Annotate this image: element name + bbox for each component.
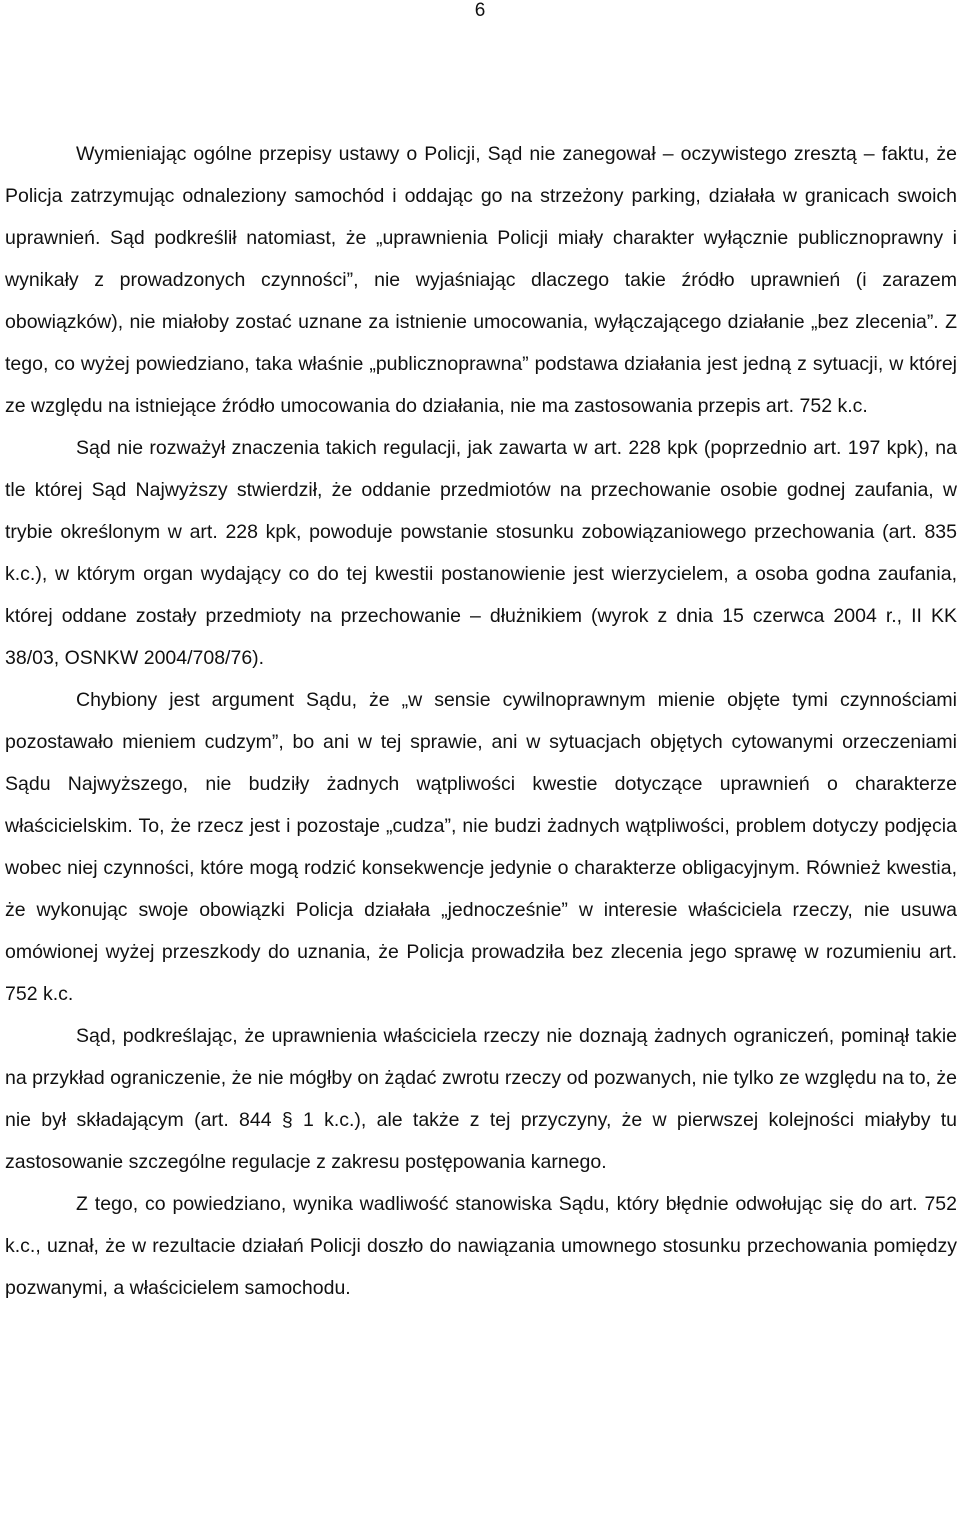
paragraph-3: Chybiony jest argument Sądu, że „w sensie cywilnoprawnym mienie objęte tymi czynnościami pozostawało mieniem cudzym”, bo ani w tej sprawie, ani w sytuacjach objętych cytowanymi orzeczeniami Sądu Najwyższego, nie budziły żadnych wątpliwości kwestie dotyczące uprawnień o charakterze właścicielskim. To, że rzecz jest i pozostaje „cudza”, nie budzi żadnych wątpliwości, problem dotyczy podjęcia wobec niej czynności, które mogą rodzić konsekwencje jedynie o charakterze obligacyjnym. Również kwestia, że wykonując swoje obowiązki Policja działała „jednocześnie” w interesie właściciela rzeczy, nie usuwa omówionej wyżej przeszkody do uznania, że Policja prowadziła bez zlecenia jego sprawę w rozumieniu art. 752 k.c. <box>5 689 957 1005</box>
paragraph-2: Sąd nie rozważył znaczenia takich regulacji, jak zawarta w art. 228 kpk (poprzednio art. 197 kpk), na tle której Sąd Najwyższy stwierdził, że oddanie przedmiotów na przechowanie osobie godnej zaufania, w trybie określonym w art. 228 kpk, powoduje powstanie stosunku zobowiązaniowego przechowania (art. 835 k.c.), w którym organ wydający co do tej kwestii postanowienie jest wierzycielem, a osoba godna zaufania, której oddane zostały przedmioty na przechowanie – dłużnikiem (wyrok z dnia 15 czerwca 2004 r., II KK 38/03, OSNKW 2004/708/76). <box>5 437 957 669</box>
paragraph-1: Wymieniając ogólne przepisy ustawy o Policji, Sąd nie zanegował – oczywistego zresztą – faktu, że Policja zatrzymując odnaleziony samochód i oddając go na strzeżony parking, działała w granicach swoich uprawnień. Sąd podkreślił natomiast, że „uprawnienia Policji miały charakter wyłącznie publicznoprawny i wynikały z prowadzonych czynności”, nie wyjaśniając dlaczego takie źródło uprawnień (i zarazem obowiązków), nie miałoby zostać uznane za istnienie umocowania, wyłączającego działanie „bez zlecenia”. Z tego, co wyżej powiedziano, taka właśnie „publicznoprawna” podstawa działania jest jedną z sytuacji, w której ze względu na istniejące źródło umocowania do działania, nie ma zastosowania przepis art. 752 k.c. <box>5 143 957 417</box>
document-body <box>5 133 957 1309</box>
page-number: 6 <box>474 0 486 21</box>
paragraph-5: Z tego, co powiedziano, wynika wadliwość stanowiska Sądu, który błędnie odwołując się do art. 752 k.c., uznał, że w rezultacie działań Policji doszło do nawiązania umownego stosunku przechowania pomiędzy pozwanymi, a właścicielem samochodu. <box>5 1193 957 1299</box>
paragraph-4: Sąd, podkreślając, że uprawnienia właściciela rzeczy nie doznają żadnych ograniczeń, pominął takie na przykład ograniczenie, że nie mógłby on żądać zwrotu rzeczy od pozwanych, nie tylko ze względu na to, że nie był składającym (art. 844 § 1 k.c.), ale także z tej przyczyny, że w pierwszej kolejności miałyby tu zastosowanie szczególne regulacje z zakresu postępowania karnego. <box>5 1025 957 1173</box>
